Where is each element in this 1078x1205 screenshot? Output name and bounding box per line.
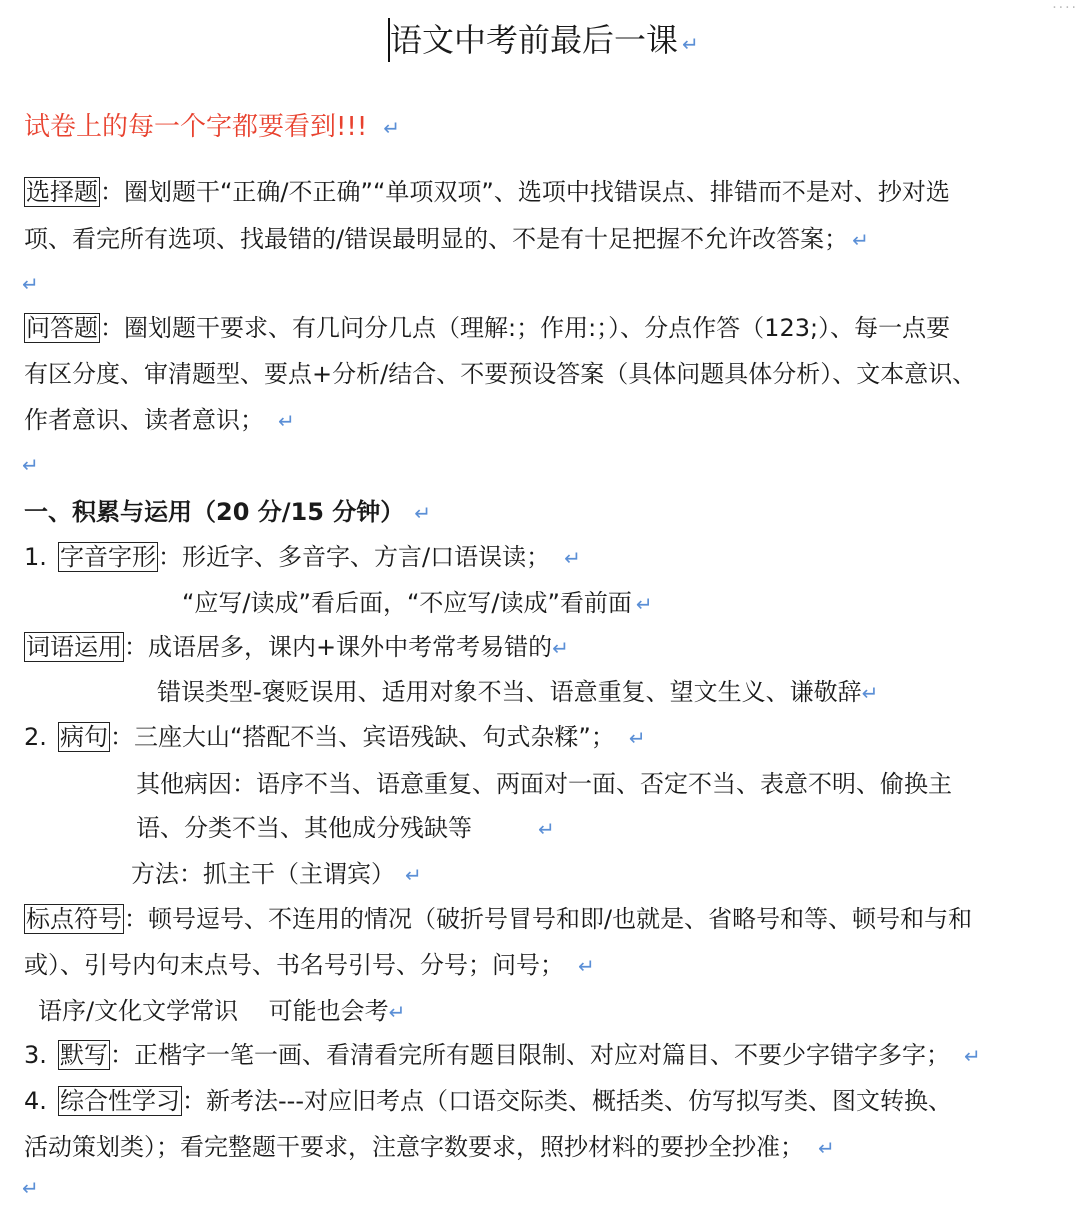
item2-other-line-2 — [136, 811, 555, 846]
reminder-text[interactable]: 试卷上的每一个字都要看到!!! — [24, 112, 368, 142]
item3-number: 3. — [24, 1041, 47, 1069]
paragraph-mark-icon: ↵ — [388, 1000, 406, 1024]
reminder-line — [24, 110, 400, 145]
item2-other-text-2[interactable]: 语、分类不当、其他成分残缺等 — [136, 814, 472, 842]
item2-text[interactable]: ：三座大山“搭配不当、宾语残缺、句式杂糅”； — [110, 723, 615, 751]
punct-label[interactable]: 标点符号 — [26, 905, 122, 933]
paragraph-mark-icon: ↵ — [578, 954, 595, 978]
paragraph-mark-icon: ↵ — [552, 636, 569, 660]
choice-line-2 — [24, 222, 869, 257]
paragraph-mark-icon: ↵ — [405, 863, 422, 887]
item2-other-line-1 — [136, 767, 952, 801]
words-text[interactable]: ：成语居多，课内+课外中考常考易错的 — [124, 633, 553, 661]
item2-other-text-1[interactable]: 其他病因：语序不当、语意重复、两面对一面、否定不当、表意不明、偷换主 — [136, 770, 952, 798]
document-title[interactable]: 语文中考前最后一课 — [390, 21, 679, 59]
item4-line-2 — [24, 1130, 835, 1165]
item2-number: 2. — [24, 723, 47, 751]
words-sub-line — [157, 675, 878, 710]
qa-label[interactable]: 问答题 — [26, 314, 98, 342]
order-text[interactable]: 语序/文化文学常识 可能也会考 — [38, 997, 389, 1025]
choice-text-2[interactable]: 项、看完所有选项、找最错的/错误最明显的、不是有十足把握不允许改答案； — [24, 225, 849, 253]
qa-text-1[interactable]: ：圈划题干要求、有几问分几点（理解:；作用:；）、分点作答（123;）、每一点要 — [100, 314, 951, 342]
item3-label[interactable]: 默写 — [60, 1041, 108, 1069]
punct-line-2 — [24, 948, 595, 983]
paragraph-mark-icon: ↵ — [22, 1176, 39, 1200]
empty-line — [22, 266, 39, 301]
paragraph-mark-icon: ↵ — [22, 272, 39, 296]
paragraph-mark-icon: ↵ — [22, 453, 39, 477]
paragraph-mark-icon: ↵ — [414, 501, 432, 525]
qa-text-3[interactable]: 作者意识、读者意识； — [24, 406, 264, 434]
section-heading[interactable]: 一、积累与运用（20 分/15 分钟） — [24, 498, 405, 526]
paragraph-mark-icon: ↵ — [818, 1136, 835, 1160]
choice-text-1[interactable]: ：圈划题干“正确/不正确”“单项双项”、选项中找错误点、排错而不是对、抄对选 — [100, 178, 950, 206]
punct-text-1[interactable]: ：顿号逗号、不连用的情况（破折号冒号和即/也就是、省略号和等、顿号和与和 — [124, 905, 973, 933]
item4-label[interactable]: 综合性学习 — [60, 1087, 180, 1115]
item4-number: 4. — [24, 1087, 47, 1115]
item2-label[interactable]: 病句 — [60, 723, 108, 751]
item1-sub-text[interactable]: “应写/读成”看后面，“不应写/读成”看前面 — [182, 589, 632, 617]
qa-text-2[interactable]: 有区分度、审清题型、要点+分析/结合、不要预设答案（具体问题具体分析）、文本意识、 — [24, 360, 977, 388]
item4-line-1 — [24, 1084, 952, 1118]
section-heading-line — [24, 495, 431, 530]
order-line — [38, 994, 405, 1029]
paragraph-mark-icon: ↵ — [964, 1044, 981, 1068]
choice-line-1 — [24, 175, 950, 209]
paragraph-mark-icon: ↵ — [635, 592, 653, 616]
paragraph-mark-icon: ↵ — [564, 546, 581, 570]
item2-method-text[interactable]: 方法：抓主干（主谓宾） — [131, 860, 395, 888]
item2-line — [24, 720, 646, 755]
page-corner-dots: ···· — [1052, 0, 1078, 16]
punct-line-1 — [24, 902, 972, 936]
qa-line-2 — [24, 357, 976, 391]
qa-line-1 — [24, 311, 950, 345]
paragraph-mark-icon: ↵ — [852, 228, 869, 252]
paragraph-mark-icon: ↵ — [538, 817, 555, 841]
empty-line — [22, 447, 39, 482]
paragraph-mark-icon: ↵ — [383, 116, 401, 140]
paragraph-mark-icon: ↵ — [278, 409, 295, 433]
item2-method-line — [131, 857, 422, 892]
item1-sub-line — [182, 586, 653, 621]
item4-text-2[interactable]: 活动策划类）；看完整题干要求，注意字数要求，照抄材料的要抄全抄准； — [24, 1133, 804, 1161]
item3-text[interactable]: ：正楷字一笔一画、看清看完所有题目限制、对应对篇目、不要少字错字多字； — [110, 1041, 950, 1069]
item3-line — [24, 1038, 981, 1073]
item1-label[interactable]: 字音字形 — [60, 543, 156, 571]
item1-text[interactable]: ：形近字、多音字、方言/口语误读； — [158, 543, 551, 571]
words-line — [24, 630, 569, 665]
item1-number: 1. — [24, 543, 47, 571]
paragraph-mark-icon: ↵ — [861, 681, 879, 705]
qa-line-3 — [24, 403, 295, 438]
item1-line — [24, 540, 581, 575]
punct-text-2[interactable]: 或）、引号内句末点号、书名号引号、分号；问号； — [24, 951, 564, 979]
paragraph-mark-icon: ↵ — [628, 726, 646, 750]
document-title-line — [388, 18, 699, 66]
words-sub-text[interactable]: 错误类型-褒贬误用、适用对象不当、语意重复、望文生义、谦敬辞 — [157, 678, 862, 706]
choice-label[interactable]: 选择题 — [26, 178, 98, 206]
paragraph-mark-icon: ↵ — [682, 32, 699, 56]
words-label[interactable]: 词语运用 — [26, 633, 122, 661]
item4-text-1[interactable]: ：新考法---对应旧考点（口语交际类、概括类、仿写拟写类、图文转换、 — [182, 1087, 952, 1115]
